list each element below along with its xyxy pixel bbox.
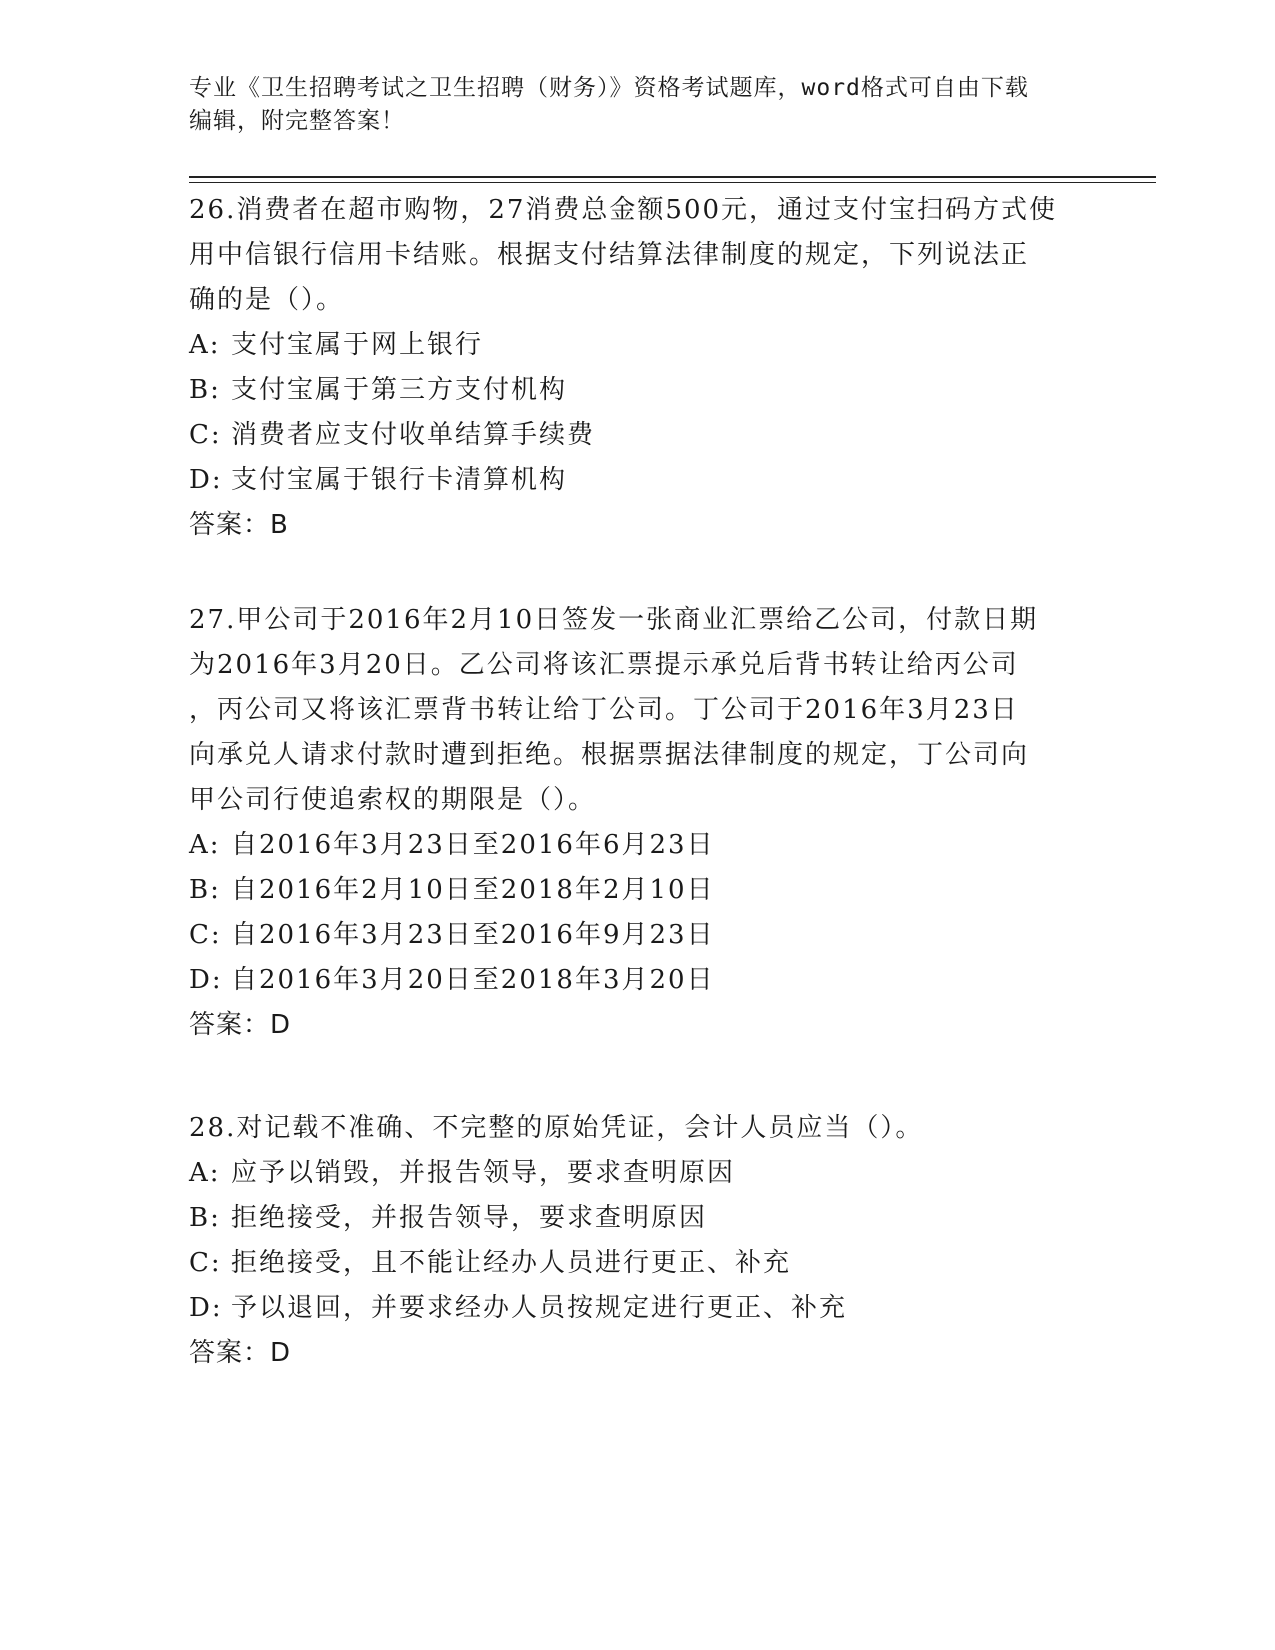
option-text: 自2016年3月23日至2016年6月23日	[231, 830, 715, 860]
option-c	[189, 1241, 1089, 1286]
document-header	[189, 72, 1089, 138]
question-stem-line: 28.对记载不准确、不完整的原始凭证，会计人员应当（）。	[189, 1113, 924, 1143]
option-key: C:	[189, 920, 222, 950]
option-key: B:	[189, 375, 221, 405]
question-stem-line: 26.消费者在超市购物，27消费总金额500元，通过支付宝扫码方式使	[189, 195, 1058, 225]
question-26	[189, 188, 1089, 548]
option-text: 自2016年3月20日至2018年3月20日	[231, 965, 715, 995]
option-text: 应予以销毁，并报告领导，要求查明原因	[231, 1158, 736, 1188]
option-b	[189, 1196, 1089, 1241]
option-text: 自2016年2月10日至2018年2月10日	[231, 875, 715, 905]
option-key: C:	[189, 1248, 222, 1278]
option-d	[189, 1286, 1089, 1331]
option-text: 自2016年3月23日至2016年9月23日	[231, 920, 715, 950]
option-text: 支付宝属于网上银行	[231, 330, 484, 360]
question-stem-line: 甲公司行使追索权的期限是（）。	[189, 785, 597, 815]
option-text: 支付宝属于第三方支付机构	[231, 375, 568, 405]
header-divider-thick	[189, 176, 1156, 178]
option-c	[189, 913, 1089, 958]
answer-line: 答案：D	[189, 1338, 292, 1368]
option-key: A:	[189, 330, 221, 360]
option-key: D:	[189, 465, 223, 495]
option-d	[189, 458, 1089, 503]
answer-line: 答案：B	[189, 510, 289, 540]
option-b	[189, 368, 1089, 413]
option-a	[189, 323, 1089, 368]
option-key: A:	[189, 1158, 221, 1188]
question-stem-line: 为2016年3月20日。乙公司将该汇票提示承兑后背书转让给丙公司	[189, 650, 1019, 680]
option-key: B:	[189, 875, 221, 905]
option-key: A:	[189, 830, 221, 860]
option-text: 消费者应支付收单结算手续费	[231, 420, 596, 450]
header-line-2: 编辑，附完整答案！	[189, 108, 405, 134]
header-line-1: 专业《卫生招聘考试之卫生招聘（财务）》资格考试题库，word格式可自由下载	[189, 75, 1029, 101]
question-stem-line: 向承兑人请求付款时遭到拒绝。根据票据法律制度的规定，丁公司向	[189, 740, 1030, 770]
header-divider-thin	[189, 182, 1156, 183]
option-key: C:	[189, 420, 222, 450]
option-text: 拒绝接受，且不能让经办人员进行更正、补充	[231, 1248, 792, 1278]
option-a	[189, 823, 1089, 868]
question-stem-line: 27.甲公司于2016年2月10日签发一张商业汇票给乙公司，付款日期	[189, 605, 1039, 635]
question-stem-line: ，丙公司又将该汇票背书转让给丁公司。丁公司于2016年3月23日	[189, 695, 1019, 725]
question-28	[189, 1106, 1089, 1376]
option-text: 支付宝属于银行卡清算机构	[231, 465, 568, 495]
option-text: 拒绝接受，并报告领导，要求查明原因	[231, 1203, 708, 1233]
option-c	[189, 413, 1089, 458]
option-a	[189, 1151, 1089, 1196]
option-text: 予以退回，并要求经办人员按规定进行更正、补充	[231, 1293, 848, 1323]
question-stem-line: 确的是（）。	[189, 285, 345, 315]
option-d	[189, 958, 1089, 1003]
answer-line: 答案：D	[189, 1010, 292, 1040]
question-stem-line: 用中信银行信用卡结账。根据支付结算法律制度的规定，下列说法正	[189, 240, 1030, 270]
option-key: B:	[189, 1203, 221, 1233]
option-key: D:	[189, 1293, 223, 1323]
option-key: D:	[189, 965, 223, 995]
question-27	[189, 598, 1089, 1048]
option-b	[189, 868, 1089, 913]
